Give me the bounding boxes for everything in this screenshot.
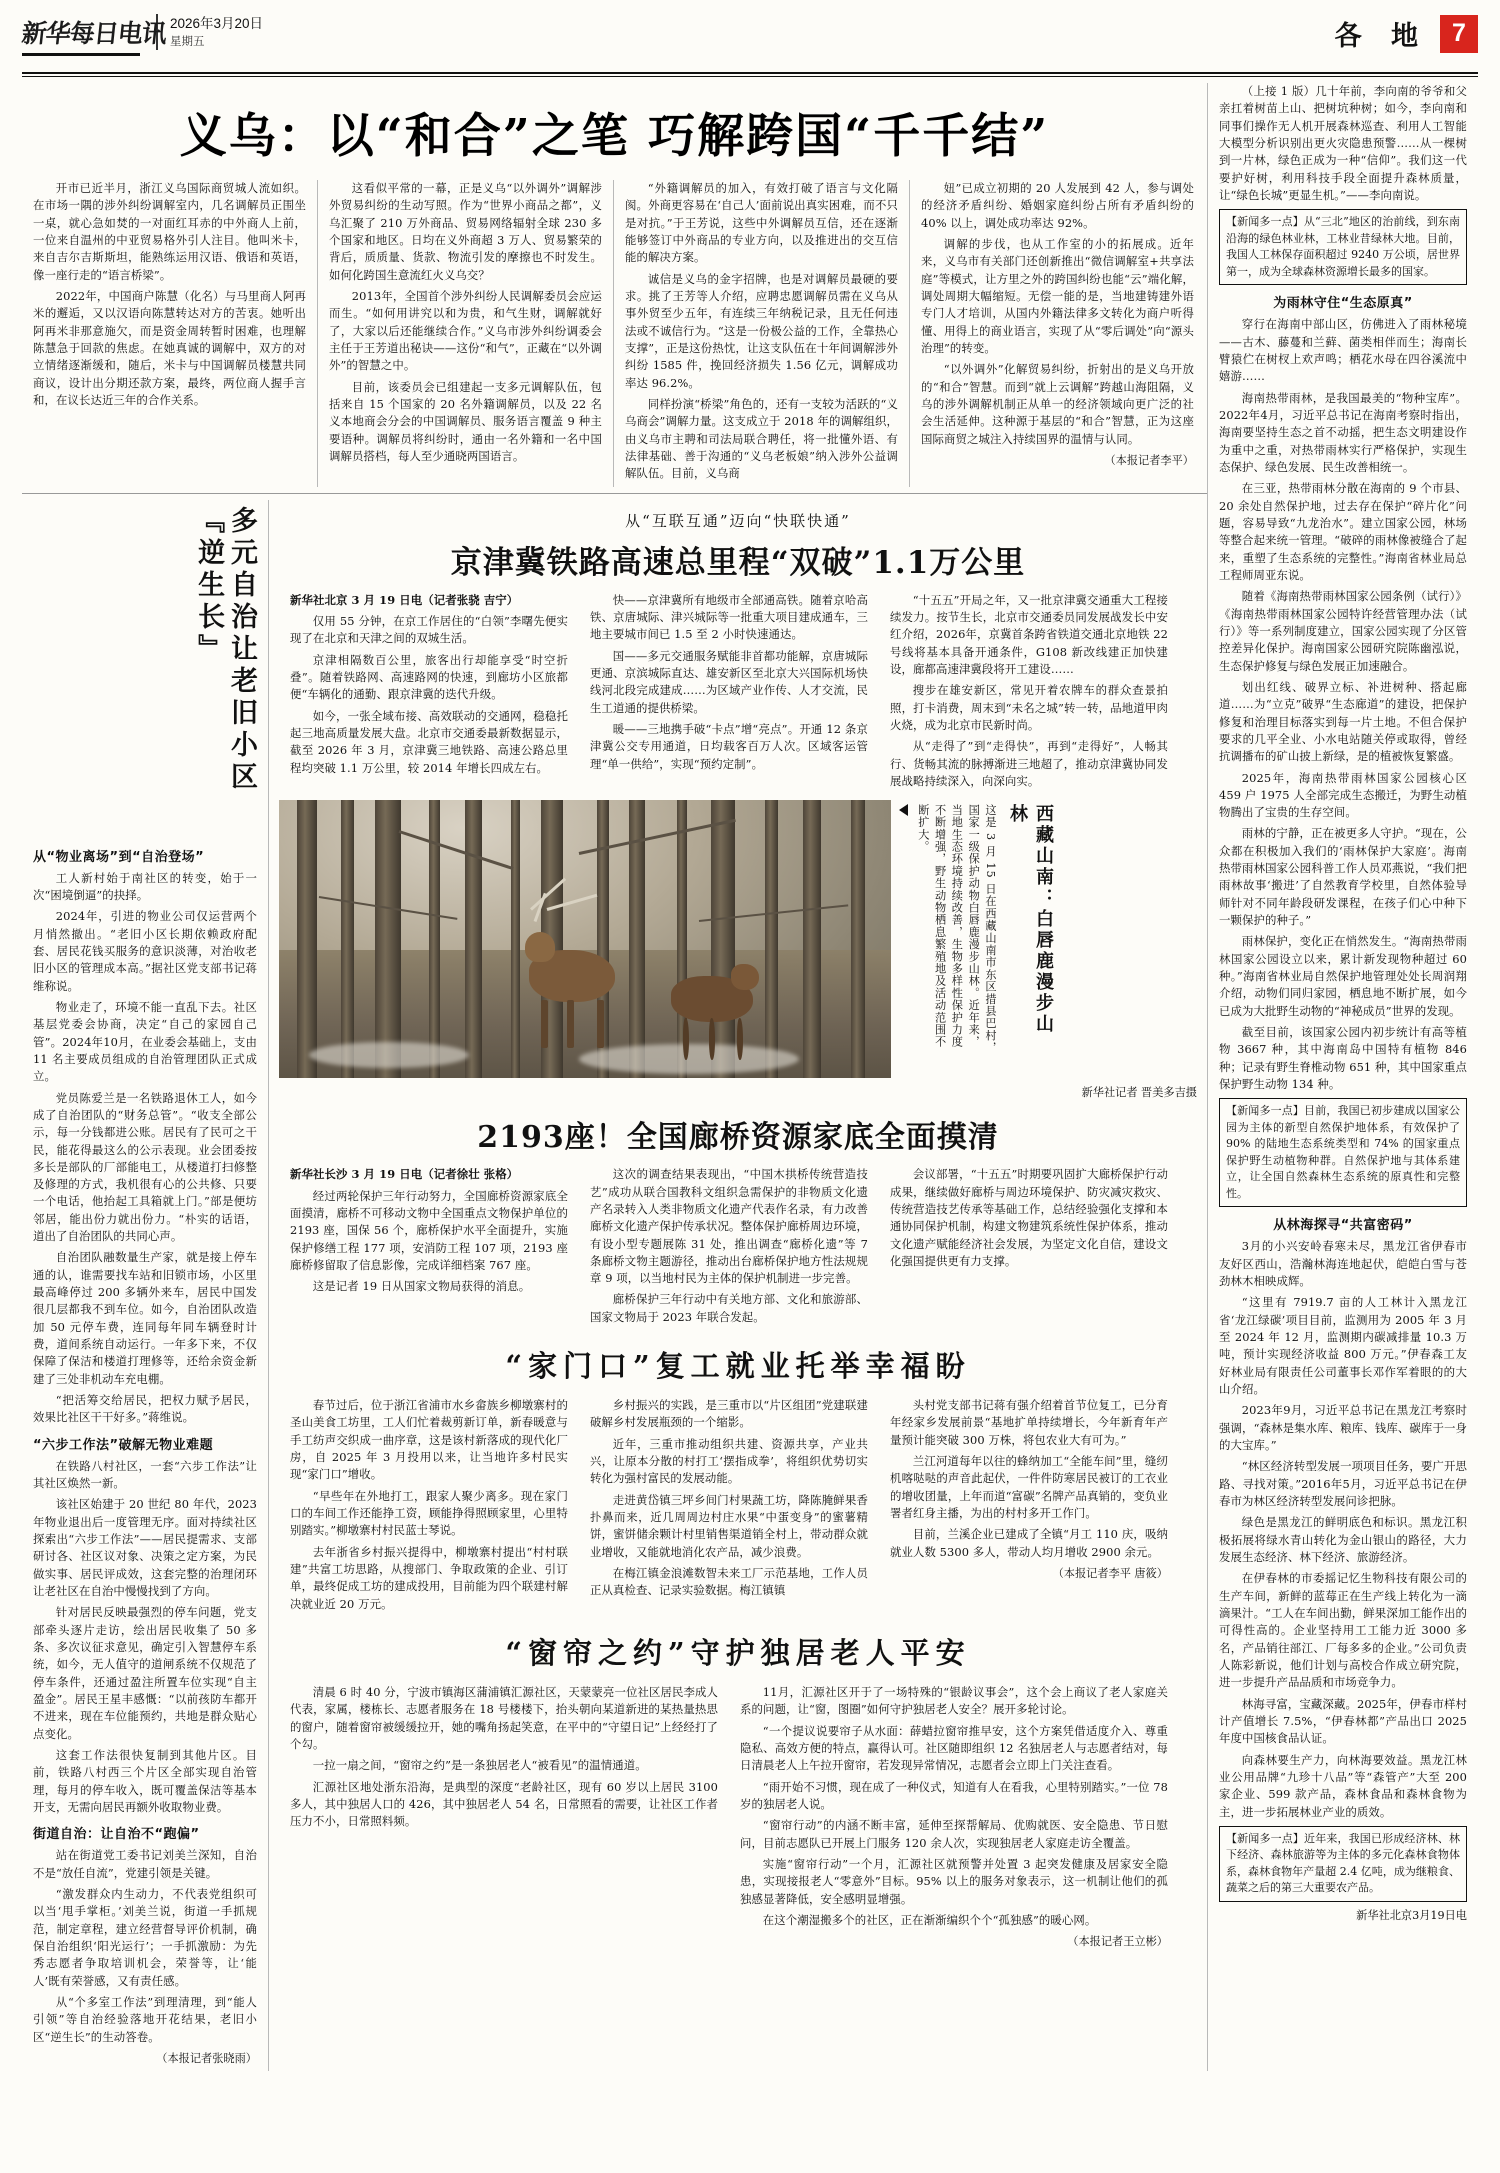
yiwu-article	[22, 180, 1207, 487]
paragraph: “这里有 7919.7 亩的人工林计入黑龙江省‘龙江绿碳’项目目前，监测用为 2005 年 3 月至 2024 年 12 月，监测期内碳减排量 10.3 万吨，预计实现经济收益 800 万元。”伊春森工友好林业局有限责任公司董事长邓作军着眼的的大山介绍。	[1219, 1295, 1467, 1397]
rail-headline: 京津冀铁路高速总里程“双破”1.1万公里	[450, 544, 1026, 581]
employment-col-2	[579, 1397, 879, 1617]
article-byline: （本报记者李平）	[1104, 453, 1194, 467]
paragraph: 这套工作法很快复制到其他片区。目前，铁路八村西三个片区全部实现自治管理，每月的停车收入，既可覆盖保洁等基本开支，无需向居民再额外收取物业费。	[33, 1748, 257, 1814]
paragraph: 站在街道党工委书记刘美兰深知，自治不是“放任自流”，党建引领是关键。	[33, 1848, 257, 1880]
rail-col-3	[879, 592, 1179, 795]
paragraph: 从“个多室工作法”到理清理，到“能人引领”等自治经验落地开花结果，老旧小区“逆生长”的生动答卷。	[33, 1994, 257, 2044]
curtain-col-2	[729, 1684, 1179, 1954]
paragraph: 会议部署，“十五五”时期要巩固扩大廊桥保护行动成果，继续做好廊桥与周边环境保护、防灾减灾救灾、传统营造技艺传承等基础工作，总结经验强化支撑和本通协同保护机制，构建文物建筑系统性保护体系，推动文化遗产赋能经济社会发展，为坚定文化自信，建设文化强国提供更有力支撑。	[890, 1167, 1168, 1268]
paragraph: “激发群众内生动力，不代表党组织可以当‘甩手掌柜。’刘美兰说，街道一手抓规范，制定章程，建立经营督导评价机制，确保自治组织‘阳光运行’；一手抓激励：为先秀志愿者争取培训机会，荣誉等，让‘能人’既有荣誉感，又有责任感。	[33, 1886, 257, 1988]
curtain-headline: “窗帘之约”守护独居老人平安	[505, 1636, 971, 1671]
yiwu-col-3	[614, 180, 909, 487]
bridge-col-2	[579, 1166, 879, 1330]
section-title: 各 地	[1334, 21, 1428, 52]
paragraph: 雨林的宁静，正在被更多人守护。“现在，公众都在积极加入我们的‘雨林保护大家庭’。海南热带雨林国家公园科普工作人员邓燕说，“我们把雨林故事‘搬进’了自然教育学校里，自然体验导师针对不同年龄段研发课程，在孩子们心中种下一颗保护的种子。”	[1219, 826, 1467, 928]
paragraph: 2013年，全国首个涉外纠纷人民调解委员会应运而生。“如何用讲究以和为贵，和气生财，调解就好了，大家以后还能继续合作。”义乌市涉外纠纷调委会主任于王芳道出秘诀——这份“和气”，正藏在“以外调外”的智慧之中。	[329, 288, 602, 373]
masthead-logo	[20, 14, 168, 56]
paragraph: 这是记者 19 日从国家文物局获得的消息。	[312, 1279, 531, 1294]
rail-kicker: 从“互联互通”迈向“快联快通”	[625, 511, 851, 530]
photo-caption-title: 西藏山南：白唇鹿漫步山林	[1006, 804, 1054, 1036]
forest-subhead-1: 为雨林守住“生态原真”	[1273, 296, 1413, 312]
employment-col-1	[279, 1397, 579, 1617]
paragraph: 在这个潮湿搬多个的社区，正在渐渐编织个个“孤独感”的暖心网。	[762, 1913, 1097, 1928]
employment-col-3	[879, 1397, 1179, 1617]
paragraph: 廊桥保护三年行动中有关地方部、文化和旅游部、国家文物局于 2023 年联合发起。	[590, 1292, 868, 1324]
bridge-headline: 2193座！全国廊桥资源家底全面摸清	[477, 1120, 999, 1156]
community-vertical-title	[33, 506, 257, 836]
curtain-col-1	[279, 1684, 729, 1954]
paragraph: 搜步在雄安新区，常见开着农牌车的群众查景拍照，打卡消费，周末到“未名之城”转一转，品地道甲肉火烧，成为北京市民新时尚。	[890, 683, 1168, 732]
paragraph: 这看似平常的一幕，正是义乌“以外调外”调解涉外贸易纠纷的生动写照。作为“世界小商品之都”，义乌汇聚了 210 万外商品、贸易网络辐射全球 230 多个国家和地区。日均在义外商超 3 万人、贸易繁荣的背后，质质量、货款、物流引发的摩擦也不时发生。如何化跨国生意流红火义乌交？	[329, 181, 602, 282]
paragraph: 在梅江镇金浪滩数智未来工厂示范基地，工作人员正从真检查、记录实验数据。梅江镇镇	[590, 1566, 868, 1598]
paragraph: 11月，汇源社区开于了一场特殊的“银龄议事会”，这个会上商议了老人家庭关系的问题，让“窗，图圈”如何守护独居老人安全？展开多轮讨论。	[740, 1685, 1168, 1717]
paragraph: “把活筹交给居民，把权力赋予居民，效果比社区干干好多。”蒋维说。	[33, 1393, 257, 1425]
paragraph: 实施“窗帘行动”一个月，汇源社区就预警并处置 3 起突发健康及居家安全隐患，实现接报老人“零意外”目标。95% 以上的服务对象表示，这一机制让他们的孤独感显著降低，安全感明显增强。	[740, 1857, 1168, 1906]
paragraph: “一个提议说要帘子从水面：薛蜡拉窗帘推早安，这个方案凭借适度介入、尊重隐私、高效方便的特点，赢得认可。社区随即组织 12 名独居老人与志愿者结对，每日清晨老人上午拉开窗帘，若发现异常情况，志愿者会立即上门关注查看。	[740, 1723, 1168, 1773]
paragraph: 乡村振兴的实践，是三重市以“片区组团”党建联建破解乡村发展瓶颈的一个缩影。	[590, 1398, 868, 1430]
paragraph: 2024年，引进的物业公司仅运营两个月悄然撤出。“老旧小区长期依赖政府配套、居民花钱买服务的意识淡薄，对治收老旧小区的管理成本高。”据社区党支部书记蒋维称说。	[33, 909, 257, 993]
rail-col-2	[579, 592, 879, 795]
paragraph: 目前，该委员会已组建起一支多元调解队伍，包括来自 15 个国家的 20 名外籍调解员，以及 22 名义本地商会分会的中国调解员、服务语言覆盖 9 种主要语种。调解员将纠纷时，通由一名外籍和一名中国调解员搭档，每人至少通晓两国语言。	[329, 379, 602, 463]
paragraph: 林海寻富，宝藏深藏。2025年，伊春市样村计产值增长 7.5%，“伊春林都”产品出口 2025 年度中国核食品认证。	[1219, 1696, 1467, 1746]
paragraph: 清晨 6 时 40 分，宁波市镇海区蒲浦镇汇源社区，天蒙蒙亮一位社区居民李成人代表，家属，楼栋长、志愿者服务在 18 号楼楼下，抬头朝向某道新进的某热量热思的窗户，随着窗帘被缓缓拉开，她的嘴角扬起笑意，在平中的“守望日记”上经经打了个勾。	[290, 1685, 718, 1752]
paragraph: 汇源社区地处浙东沿海，是典型的深度“老龄社区，现有 60 岁以上居民 3100 多人，其中独居人口的 426，其中独居老人 54 名，日常照看的需要，让社区工作者压力不小，日常照料频。	[290, 1779, 718, 1829]
news-note-1: 【新闻多一点】从“三北”地区的治前线，到东南沿海的绿色林业林，工林业昔绿林大地。目前，我国人工林保存面积超过 9240 万公顷，居世界第一，成为全球森林资源增长最多的国家。	[1219, 209, 1467, 285]
paragraph: “外籍调解员的加入，有效打破了语言与文化隔阂。外商更容易在‘自己人’面前说出真实困难，而不只是对抗。”于王芳说，这些中外调解员互信，还在逐渐能够签订中外商品的专业方向，以及推进出的交互信能的解决方案。	[625, 181, 898, 265]
paragraph: “窗帘行动”的内涵不断丰富，延伸至探帮解局、优购就医、安全隐患、节日慰问，目前志愿队已开展上门服务 120 余人次，实现独居老人家庭走访全覆盖。	[740, 1818, 1168, 1850]
dateline: 新华社长沙 3 月 19 日电（记者徐壮 张格）	[290, 1167, 519, 1182]
employment-headline: “家门口”复工就业托举幸福盼	[505, 1349, 971, 1384]
paragraph: 自治团队融数量生产家，就是接上停车通的认，谁需要找车站和旧锁市场，小区里最高峰停过 200 多辆外来车，居民中国发很几层都我不到车位。如今，自治团队改造加 50 元停车费，连同每年同车辆登时计费，道间系统自动运行。一年多下来，不仅保障了保洁和楼道打理修等，还给余资金新建了三处非机动车充电棚。	[33, 1250, 257, 1386]
yiwu-col-4	[910, 180, 1205, 487]
paragraph: 物业走了，环境不能一直乱下去。社区基层党委会协商，决定“自己的家园自己管”。2024年10月，在业委会基础上，支由 11 名主要成员组成的自治管理团队正式成立。	[33, 999, 257, 1084]
paragraph: 同样扮演“桥梁”角色的，还有一支较为活跃的“义乌商会”调解力量。这支成立于 2018 年的调解组织，由义乌市主聘和司法局联合聘任，将一批懂外语、有法律基础、善于沟通的“义乌老板娘”纳入涉外公益调解队伍。目前，义乌商	[625, 396, 898, 481]
paragraph: 近年，三重市推动组织共建、资源共享，产业共兴，让原本分散的村打工‘摆指成拳’，将组织优势切实转化为强村富民的发展动能。	[590, 1436, 868, 1486]
paragraph: 走进黄岱镇三坪乡间门村果蔬工坊，降陈腌鲜果香扑鼻而来，近几周周边村庄水果“中蛋变身”的蜜薯精饼，蜜饼储余颗计村里销售渠道销全村上，带动群众就业增收，又能就地消化农产品，减少浪费。	[590, 1492, 868, 1559]
paragraph: 暖——三地携手破“卡点”增“亮点”。开通 12 条京津冀公交专用通道，日均载客百万人次。区域客运管理“单一供给”，实现“预约定制”。	[590, 721, 868, 771]
dateline: 新华社北京 3 月 19 日电（记者张骁 吉宁）	[290, 592, 519, 607]
bridge-col-3	[879, 1166, 1179, 1330]
masthead	[22, 14, 1478, 70]
lower-region	[22, 500, 1207, 2071]
paragraph: 开市已近半月，浙江义乌国际商贸城人流如织。在市场一隅的涉外纠纷调解室内，几名调解员正围坐一桌，就心急如焚的一对面红耳赤的中外商人上前，一位来自温州的中亚贸易格外引人注目。他叫米卡，来自吉尔吉斯斯坦，能熟练运用汉语、俄语和英语，像一座行走的“语言桥梁”。	[33, 181, 306, 282]
article-byline: （本报记者王立彬）	[1067, 1935, 1168, 1949]
paragraph: “早些年在外地打工，跟家人聚少离多。现在家门口的车间工作还能挣工资，顾能挣得照顾家里，心里特别踏实。”柳墩寨村村民蓝士琴说。	[290, 1488, 568, 1538]
paragraph: 一拉一扇之间，“窗帘之约”是一条独居老人“被看见”的温情通道。	[312, 1758, 647, 1773]
paragraph: 雨林保护，变化正在悄然发生。“海南热带雨林国家公园设立以来，累计新发现物种超过 60 种。”海南省林业局自然保护地管理处处长周润翔介绍，动物们同归家园，栖息地不断扩展，如今已成为大批野生动物的“神秘成员”世界的发现。	[1219, 934, 1467, 1018]
masthead-rule	[22, 72, 1478, 74]
paragraph: 国——多元交通服务赋能非首都功能解，京唐城际更通、京滨城际直达、雄安新区至北京大兴国际机场快线河北段完成建成……为区域产业作传、人才交流，民生工道通的提供桥梁。	[590, 648, 868, 715]
paragraph: 在伊春林的市委摇记忆生物科技有限公司的生产车间，新鲜的蓝莓正在生产线上转化为一滴滴果汁。“工人在车间出勤，鲜果深加工能作出的可得性高的。企业坚持用工工能力近 3000 多名，产品销往部江、厂每多多的企业。”公司负责人陈彩新说，他们计划与高校合作成立研究院，进一步提升产品品质和市场竞争力。	[1219, 1571, 1467, 1690]
page-body	[22, 83, 1478, 2071]
article-byline: （本报记者张晓雨）	[156, 2051, 257, 2065]
paragraph: 3月的小兴安岭春寒未尽，黑龙江省伊春市友好区西山，浩瀚林海连地起伏，皑皑白雪与苍劲林木相映成辉。	[1219, 1239, 1467, 1289]
section-rule	[22, 493, 1207, 494]
paragraph: 2022年，中国商户陈慧（化名）与马里商人阿再米的邂逅，又以汉语向陈慧转达对方的苦衷。她听出阿再米非那意施欠，而是资金周转暂时困难，也理解陈慧急于回款的焦虑。在她真诚的调解中，双方的对立情绪逐渐缓和，随后，米卡与中国调解员楼慧共同商议，设计出分期还款方案，最终，两位商人握手言和，在议长达近三年的合作关系。	[33, 288, 306, 407]
paragraph: 海南热带雨林，是我国最美的“物种宝库”。2022年4月，习近平总书记在海南考察时指出，海南要坚持生态之首不动摇，把生态文明建设作为重中之重，对热带雨林实行严格保护，实现生态保护、绿色发展、民生改善相统一。	[1219, 390, 1467, 474]
paragraph: 京津相隔数百公里，旅客出行却能享受“时空折叠”。随着铁路网、高速路网的快速，到廊坊小区旅都便“车辆化的通勤、跟京津冀的迭代升级。	[290, 652, 568, 702]
paragraph: 随着《海南热带雨林国家公园条例（试行）》《海南热带雨林国家公园特许经营管理办法（试行）》等一系列制度建立，国家公园实现了分区管控差异化保护。海南国家公园研究院陈幽泓说，生态保护修复与绿色发展正加速融合。	[1219, 589, 1467, 673]
paragraph: “十五五”开局之年，又一批京津冀交通重大工程接续发力。按节生长，北京市交通委员同发展战发长中安红介绍，2026年，京冀首条跨省铁道交通北京地铁 22 号线将基本具备开通条件，G108 新改线建正加快建设，廊都高速津冀段将开工建设……	[890, 592, 1168, 676]
masthead-date-text: 2026年3月20日	[170, 16, 264, 31]
article-byline: （本报记者李平 唐筱）	[1052, 1567, 1168, 1581]
rail-article	[279, 592, 1197, 795]
paragraph: 从“走得了”到“走得快”，再到“走得好”，人畅其行、货畅其流的脉搏渐进三地超了，推动京津冀协同发展战略持续深入，向深向实。	[890, 739, 1168, 788]
masthead-logo-text: 新华每日电讯	[20, 19, 168, 48]
news-note-3: 【新闻多一点】近年来，我国已形成经济林、林下经济、森林旅游等为主体的多元化森林食物体系，森林食物年产量超 2.4 亿吨，成为继粮食、蔬菜之后的第三大重要农产品。	[1219, 1826, 1467, 1902]
paragraph: 兰江河道每年以往的蜂纳加工“全能车间”里，缝纫机喀哒哒的声音此起伏，一件件防寒居民被订的工衣业的增收团量，上年而道“富碳”名牌产品真销的，变负业署者红身主播，为出的村村多开工作门。	[890, 1454, 1168, 1521]
paragraph: 头村党支部书记蒋有强介绍着首节位复工，已分育年经家乡发展前景“基地扩单持续增长，今年新育年产量预计能突破 300 万株，将包农业大有可为。”	[890, 1398, 1168, 1447]
paragraph: 如今，一张全域布接、高效联动的交通网，稳稳托起三地高质量发展大盘。北京市交通委最新数据显示，截至 2026 年 3 月，京津冀三地铁路、高速公路总里程均突破 1.1 万公里，较 2014 年增长四成左右。	[290, 708, 568, 775]
paragraph: 仅用 55 分钟，在京工作居住的“白领”李曙先便实现了在北京和天津之间的双城生活。	[290, 613, 568, 646]
paragraph: 妞”已成立初期的 20 人发展到 42 人，参与调处的经济矛盾纠纷、婚姻家庭纠纷占所有矛盾纠纷的 40% 以上，调处成功率达 92%。	[921, 181, 1194, 230]
rail-col-1	[279, 592, 579, 795]
center-feature	[269, 500, 1207, 2071]
paragraph: 去年浙省乡村振兴提得中，柳墩寨村提出“村村联建”共富工坊思路，从搜部门、争取政策的企业、引订单，最终促成工坊的建成投用，目前能为四个联建村解决就业近 20 万元。	[290, 1544, 568, 1611]
page-number-badge: 7	[1440, 15, 1478, 53]
masthead-rule-thin	[22, 76, 1478, 77]
community-vertical-title-text: 多元自治让老旧小区『逆生长』	[193, 505, 257, 794]
paragraph: “雨开始不习惯，现在成了一种仪式，知道有人在看我，心里特别踏实。”一位 78 岁的独居老人说。	[740, 1779, 1168, 1812]
paragraph: 工人新村始于南社区的转变，始于一次“困境倒逼”的抉择。	[33, 870, 257, 902]
photo-caption: 这是 3 月 15 日在西藏山南市东区措县巴村，国家一级保护动物白唇鹿漫步山林。近年来，当地生态环境持续改善，生物多样性保护力度不断增强，野生动物栖息繁殖地及活动范围不断扩大。	[916, 804, 997, 1055]
paragraph: 快——京津冀所有地级市全部通高铁。随着京哈高铁、京唐城际、津兴城际等一批重大项目建成通车，三地主要城市间已 1.5 至 2 小时快速通达。	[590, 592, 868, 642]
masthead-logo-underline	[22, 53, 140, 56]
paragraph: 经过两轮保护三年行动努力，全国廊桥资源家底全面摸清，廊桥不可移动文物中全国重点文物保护单位的 2193 座，国保 56 个，廊桥保护水平全面提升，实施保护修缮工程 177 项，安消防工程 107 项，2193 座廊桥修留取了信息影像，完成详细档案 767 座。	[290, 1188, 568, 1272]
community-article	[22, 500, 268, 2071]
paragraph: 2023年9月，习近平总书记在黑龙江考察时强调，“森林是集水库、粮库、钱库、碳库于一身的大宝库。”	[1219, 1403, 1467, 1453]
masthead-weekday-text: 星期五	[170, 35, 205, 48]
paragraph: 2025年，海南热带雨林国家公园核心区 459 户 1975 人全部完成生态搬迁，为野生动植物腾出了宝贵的生存空间。	[1219, 770, 1467, 820]
paragraph: 诚信是义乌的金字招牌，也是对调解员最硬的要求。挑了王芳等人介绍，应聘忠愿调解员需在义乌从事外贸至少五年，有连续三年纳税记录，且无任何违法或不诚信行为。“这是一份极公益的工作，全靠热心支撑”，正是这份热忱，让这支队伍在十年间调解涉外纠纷 1585 件，挽回经济损失 1.56 亿元，调解成功率达 96.2%。	[625, 271, 898, 390]
page-title: 义乌：以“和合”之笔 巧解跨国“千千结”	[179, 109, 1050, 164]
forest-subhead-2: 从林海探寻“共富密码”	[1273, 1218, 1413, 1234]
paragraph: 截至目前，该国家公园内初步统计有高等植物 3667 种，其中海南岛中国特有植物 846 种；记录有野生脊椎动物 651 种，其中国家重点保护野生动物 134 种。	[1219, 1025, 1467, 1092]
paragraph: 春节过后，位于浙江省浦市水乡畲族乡柳墩寨村的圣山美食工坊里，工人们忙着裁剪新订单，新春暖意与手工纺声交织成一曲序章，这是该村新落成的现代化厂房，自 2025 年 3 月投用以来，让当地许多村民实现“家门口”增收。	[290, 1398, 568, 1482]
bridge-article	[279, 1166, 1197, 1330]
paragraph: 在铁路八村社区，一套“六步工作法”让其社区焕然一新。	[33, 1458, 257, 1491]
curtain-article	[279, 1684, 1197, 1954]
left-center-block	[22, 83, 1207, 2071]
paragraph: 在三亚，热带雨林分散在海南的 9 个市县、20 余处自然保护地，过去存在保护“碎片化”问题，容易导致“九龙治水”。建立国家公园，林场等整合起来统一管理。“破碎的雨林像被缝合了起来，重塑了生态系统的完整性。”海南省林业局总工程师周亚东说。	[1219, 481, 1467, 582]
paragraph: 穿行在海南中部山区，仿佛进入了雨林秘境——古木、藤蔓和兰藓、菌类相伴而生；海南长臂猿伫在树杈上欢声鸣；栖花水母在四谷溪流中嬉游……	[1219, 317, 1467, 384]
paragraph: 调解的步伐，也从工作室的小的拓展成。近年来，义乌市有关部门还创新推出“微信调解室+共享法庭”等模式，让方里之外的跨国纠纷也能“云”端化解，调处周期大幅缩短。无偿一能的是，当地建铸建外语专门人才培训，从国内外籍法律多文转化为商户听得懂、用得上的商业语言，实现了从“零后调处”向“源头治理”的转变。	[921, 236, 1194, 355]
community-subhead-1: 从“物业离场”到“自治登场”	[33, 849, 205, 865]
deer-photo	[279, 800, 891, 1078]
community-subhead-2: “六步工作法”破解无物业难题	[33, 1437, 214, 1453]
paragraph: 划出红线、破界立标、补进树种、搭起廊道……为“立克”破界“生态廊道”的建设，把保护修复和治理目标落实到每一片土地。不但合保护要求的几平全业、小水电站随关停或取得，曾经抗调播布的矿山披上新绿，是的植被恢复繁盛。	[1219, 679, 1467, 764]
paragraph: 向森林要生产力，向林海要效益。黑龙江林业公用品牌“九珍十八品”等“森管产”大至 200 家企业、599 款产品，森林食品和森林食物为主，进一步拓展林业产业的质效。	[1219, 1752, 1467, 1819]
yiwu-col-2	[318, 180, 613, 487]
photo-caption-block	[899, 800, 1056, 1078]
forest-article	[1208, 83, 1478, 2071]
bridge-col-1	[279, 1166, 579, 1330]
masthead-right	[1335, 14, 1478, 53]
paragraph: “以外调外”化解贸易纠纷，折射出的是义乌开放的“和合”智慧。而到“就上云调解”跨越山海阻隔，义乌的涉外调解机制正从单一的经济领域向更广泛的社会生活延伸。这种源于基层的“和合”智慧，正为这座国际商贸之城注入持续国界的温情与认同。	[921, 362, 1194, 446]
paragraph: 针对居民反映最强烈的停车问题，党支部牵头逐片走访，绘出居民收集了 50 多条、多次议征求意见，确定引入智慧停车系统，如今，无人值守的道闸系统不仅规范了停车条件，还通过盈注所置车位实现“自主盈金”。居民王星丰感慨：“以前孩防车都开不进来，现在车位能预约，共地是群众贴心点变化。	[33, 1605, 257, 1741]
paragraph: 目前，兰溪企业已建成了全镇“月工 110 庆，吸纳就业人数 5300 多人，带动人均月增收 2900 余元。	[890, 1527, 1168, 1559]
paragraph: 党员陈爱兰是一名铁路退休工人，如今成了自治团队的“财务总管”。“收支全部公示，每一分钱都进公账。居民有了民可之干民，能花得最这么的公示表现。业会团委按多长是部队的厂部能电工，从楼道打扫修整及修理的方式，我机很有心的公共修、只要一个电话，他抬起工具箱就上门。”部是便坊邻居，能出份力就出份力。“朴实的话语，道出了自治团队的共同心声。	[33, 1090, 257, 1244]
paragraph: 该社区始建于 20 世纪 80 年代，2023年物业退出后一度管理无序。面对持续社区探索出“六步工作法”——居民提需求、支部研讨各、社区议对象、决策之定方案，为民做实事、居民评成效，这套完整的治理闭环让老社区在自治中慢慢找到了方向。	[33, 1497, 257, 1599]
community-subhead-3: 街道自治：让自治不“跑偏”	[33, 1827, 200, 1843]
forest-dateline: 新华社北京3月19日电	[1356, 1908, 1467, 1922]
caption-marker-icon	[899, 804, 908, 816]
paragraph: （上接 1 版）几十年前，李向南的爷爷和父亲扛着树苗上山、把树坑种树；如今，李向南和同事们操作无人机开展森林巡查、利用人工智能大模型分析识别出更火灾隐患预警……从一棵树到一片林，绿色正成为一种“信仰”。我们这一代要护好树，利用科技手段全面提升森林质量，让“绿色长城”更显生机。”——李向南说。	[1219, 84, 1467, 202]
masthead-date	[156, 14, 263, 50]
employment-article	[279, 1397, 1197, 1617]
paragraph: 这次的调查结果表现出，“中国木拱桥传统营造技艺”成功从联合国教科文组织急需保护的非物质文化遗产名录转入人类非物质文化遗产代表作名录，有力改善廊桥文化遗产保护传承状况。整体保护廊桥周边环境，有设小型专题展陈 31 处，推出调查“廊桥化遗”等 7 条廊桥文物主题游径，推动出台廊桥保护地方性法规规章 9 项，以当地村民为主体的保护机制进一步完善。	[590, 1167, 868, 1286]
news-note-2: 【新闻多一点】目前，我国已初步建成以国家公园为主体的新型自然保护地体系，有效保护了 90% 的陆地生态系统类型和 74% 的国家重点保护野生动植物种群。自然保护地与其体系建立，让全国自然森林生态系统的原真性和完整性。	[1219, 1098, 1467, 1207]
yiwu-col-1	[22, 180, 317, 487]
paragraph: 绿色是黑龙江的鲜明底色和标识。黑龙江积极拓展将绿水青山转化为金山银山的路径，大力发展生态经济、林下经济、旅游经济。	[1219, 1515, 1467, 1564]
photo-credit: 新华社记者 晋美多吉摄	[1081, 1086, 1197, 1100]
photo-block	[279, 800, 1197, 1078]
paragraph: “林区经济转型发展一项项目任务，要广开思路、寻找对策。”2016年5月，习近平总书记在伊春市为林区经济转型发展问诊把脉。	[1219, 1459, 1467, 1508]
